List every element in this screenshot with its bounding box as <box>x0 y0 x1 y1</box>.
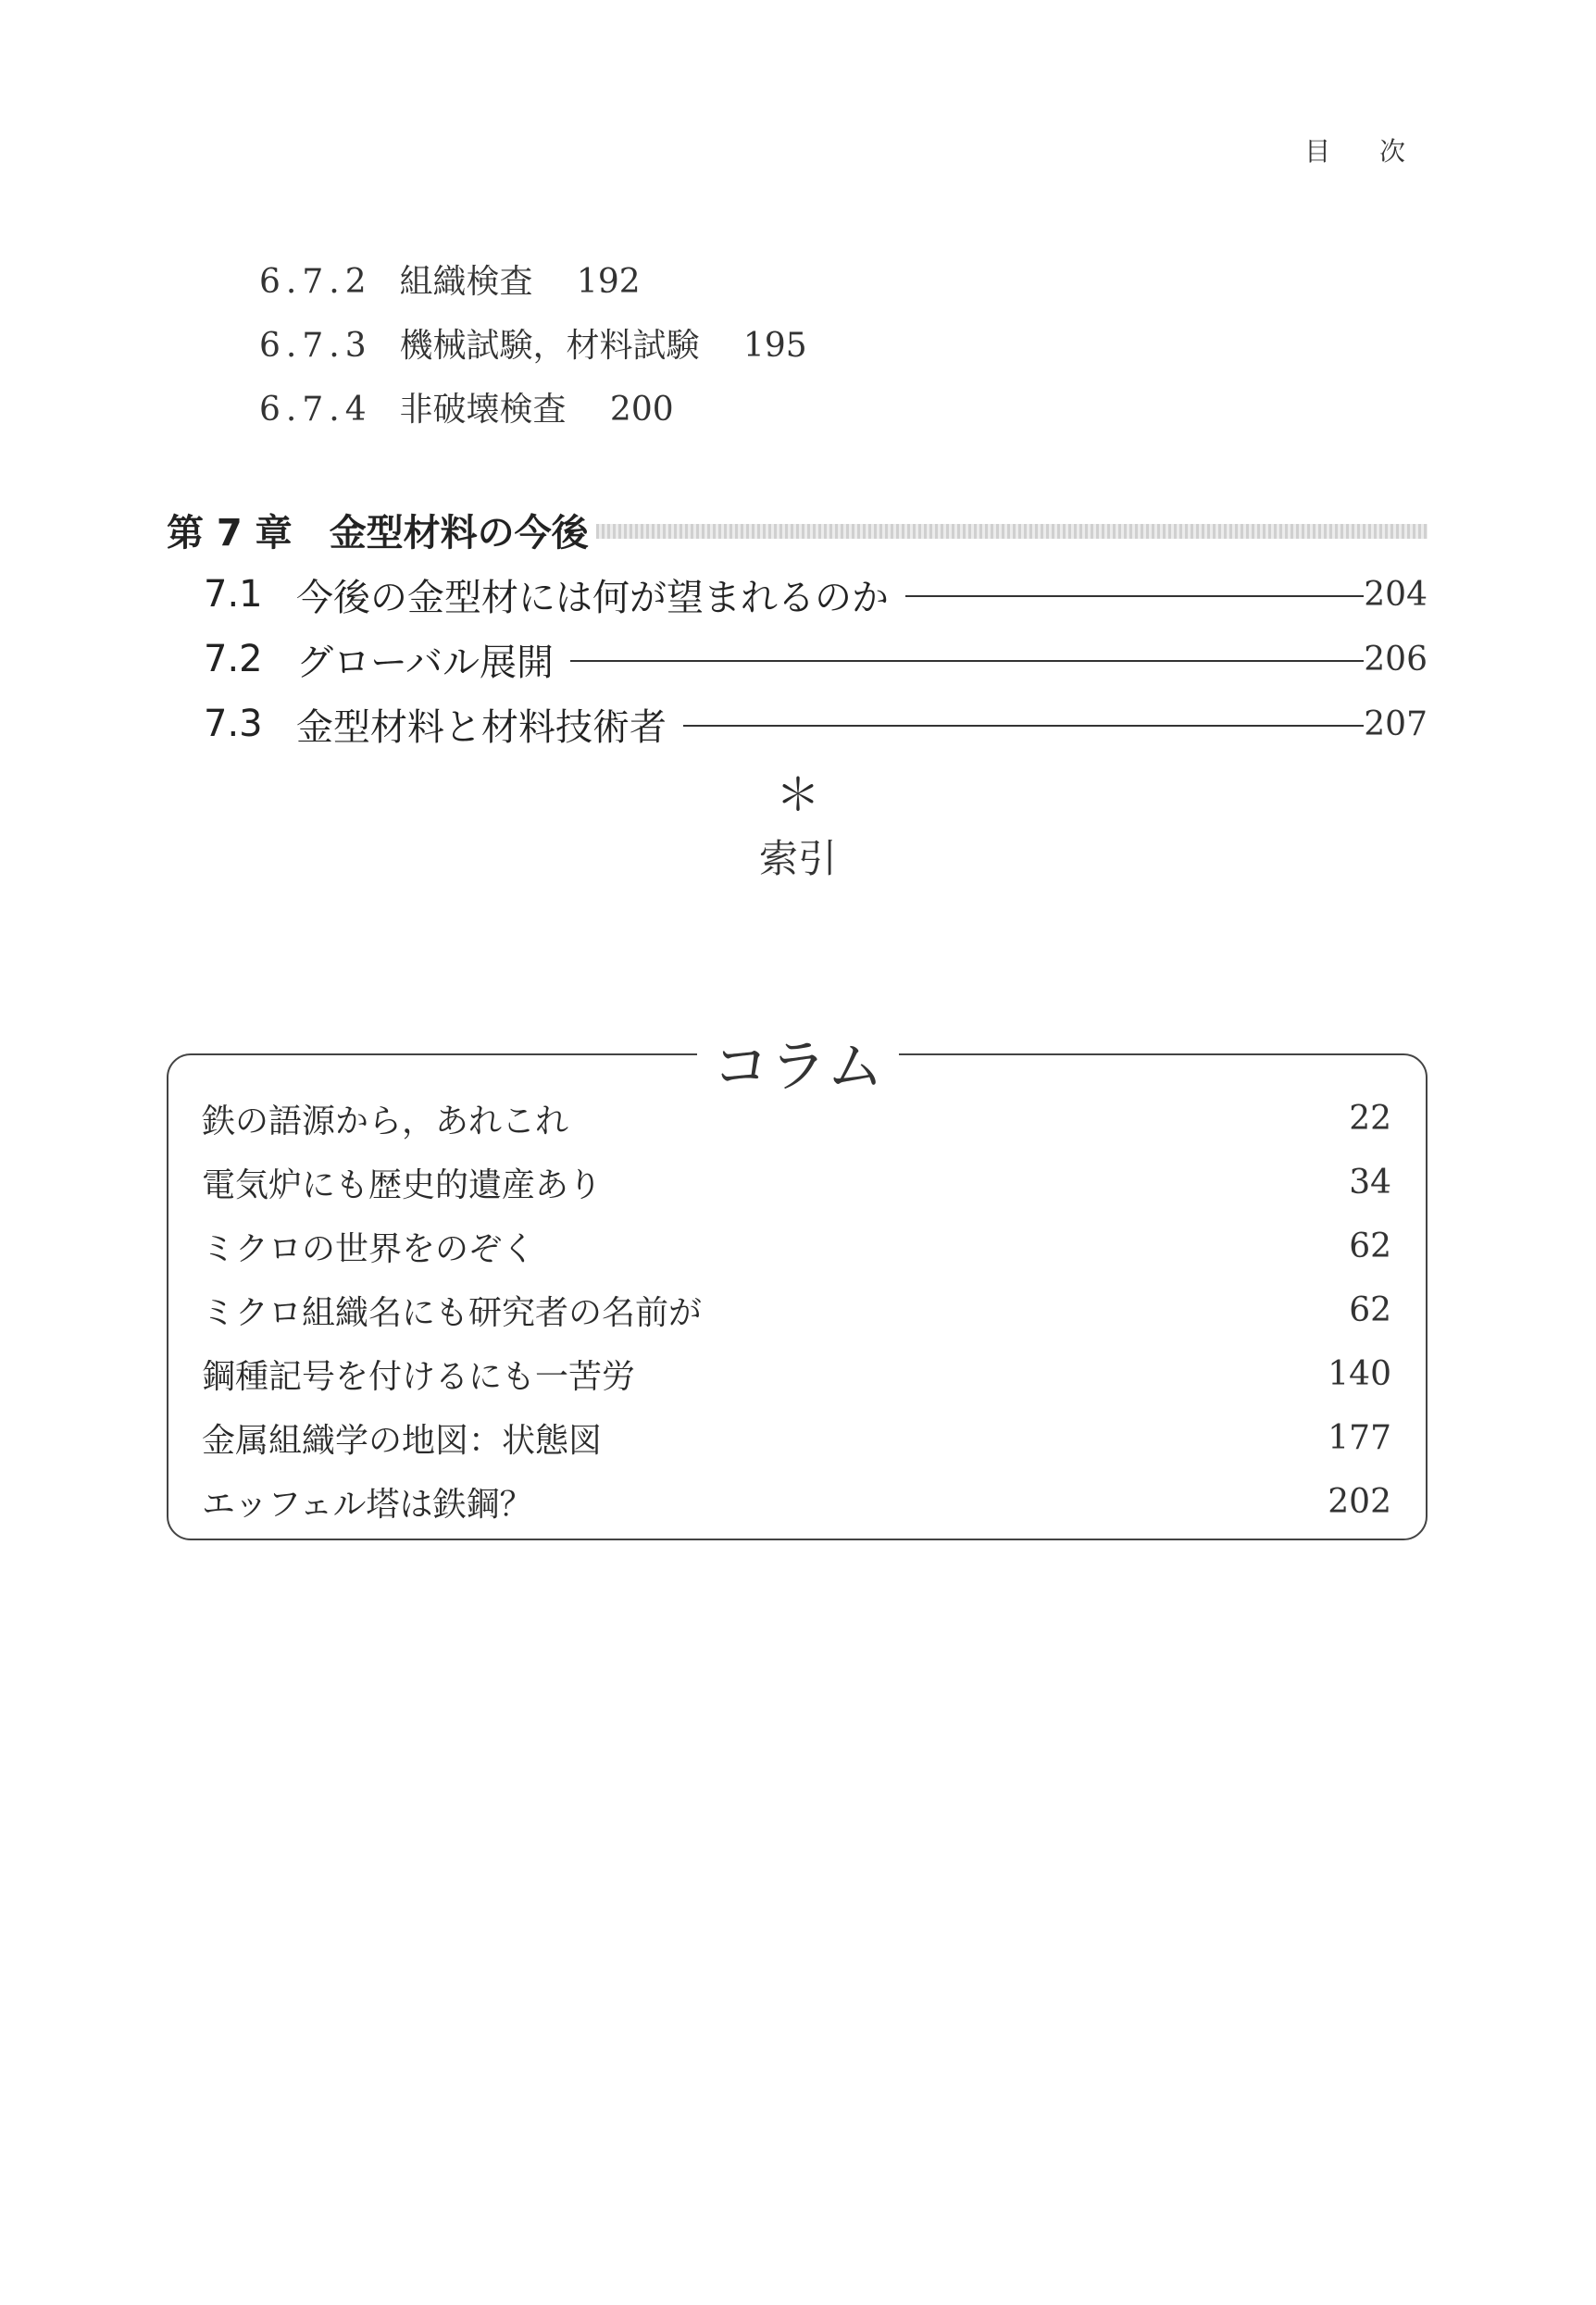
column-item[interactable] <box>202 1154 1391 1210</box>
subsection-title: 組織検査 <box>399 263 533 301</box>
section-title: 今後の金型材には何が望まれるのか <box>296 576 889 619</box>
chapter-title: 金型材料の今後 <box>329 511 589 554</box>
section-title: 金型材料と材料技術者 <box>296 705 667 749</box>
column-item-title: エッフェル塔は鉄鋼？ <box>202 1485 533 1524</box>
column-item-title: 鉄の語源から，あれこれ <box>202 1102 569 1140</box>
toc-subsection[interactable] <box>259 383 674 430</box>
section-page: 206 <box>1364 640 1428 679</box>
column-item-page: 22 <box>1349 1099 1391 1138</box>
subsection-page: 200 <box>609 391 674 429</box>
column-item[interactable] <box>202 1218 1391 1274</box>
column-heading-text: コラム <box>697 1032 898 1100</box>
subsection-page: 192 <box>576 263 641 301</box>
column-item-page: 62 <box>1349 1290 1391 1329</box>
toc-section[interactable] <box>204 633 1428 685</box>
column-item-title: ミクロの世界をのぞく <box>202 1229 536 1268</box>
column-item-title: 電気炉にも歴史的遺産あり <box>202 1165 603 1204</box>
toc-section[interactable] <box>204 568 1428 620</box>
column-item[interactable] <box>202 1346 1391 1402</box>
chapter-prefix: 第 7 章 <box>167 511 293 554</box>
section-page: 207 <box>1364 704 1428 743</box>
toc-section[interactable] <box>204 698 1428 750</box>
asterisk-separator: ＊ <box>775 769 820 821</box>
section-page: 204 <box>1364 575 1428 614</box>
column-item-title: 鋼種記号を付けるにも一苦労 <box>202 1357 636 1396</box>
column-item-page: 34 <box>1349 1163 1391 1202</box>
column-item[interactable] <box>202 1090 1391 1146</box>
subsection-number: 6.7.2 <box>259 263 372 301</box>
column-item[interactable] <box>202 1474 1391 1529</box>
column-item-title: ミクロ組織名にも研究者の名前が <box>202 1293 703 1332</box>
column-item-page: 62 <box>1349 1227 1391 1265</box>
section-number: 7.1 <box>204 573 263 616</box>
subsection-number: 6.7.4 <box>259 391 372 429</box>
column-item-page: 140 <box>1328 1354 1391 1393</box>
column-item-page: 177 <box>1328 1418 1391 1457</box>
subsection-page: 195 <box>742 327 807 365</box>
column-item-title: 金属組織学の地図：状態図 <box>202 1421 603 1460</box>
subsection-title: 非破壊検査 <box>399 391 567 429</box>
leader-line <box>570 660 1364 662</box>
toc-subsection[interactable] <box>259 255 641 303</box>
column-item[interactable] <box>202 1282 1391 1338</box>
chapter-decorative-band <box>596 524 1428 539</box>
subsection-title: 機械試験，材料試験 <box>399 327 700 365</box>
column-item[interactable] <box>202 1410 1391 1465</box>
chapter-label <box>167 504 589 556</box>
section-number: 7.2 <box>204 638 263 680</box>
section-number: 7.3 <box>204 703 263 745</box>
subsection-number: 6.7.3 <box>259 327 372 365</box>
section-title: グローバル展開 <box>296 641 554 684</box>
index-link[interactable]: 索引 <box>758 836 837 881</box>
toc-subsection[interactable] <box>259 319 807 367</box>
chapter-heading[interactable] <box>167 505 1428 554</box>
page-header: 目 次 <box>1304 136 1426 167</box>
leader-line <box>905 595 1364 597</box>
leader-line <box>683 725 1364 727</box>
column-item-page: 202 <box>1328 1482 1391 1521</box>
